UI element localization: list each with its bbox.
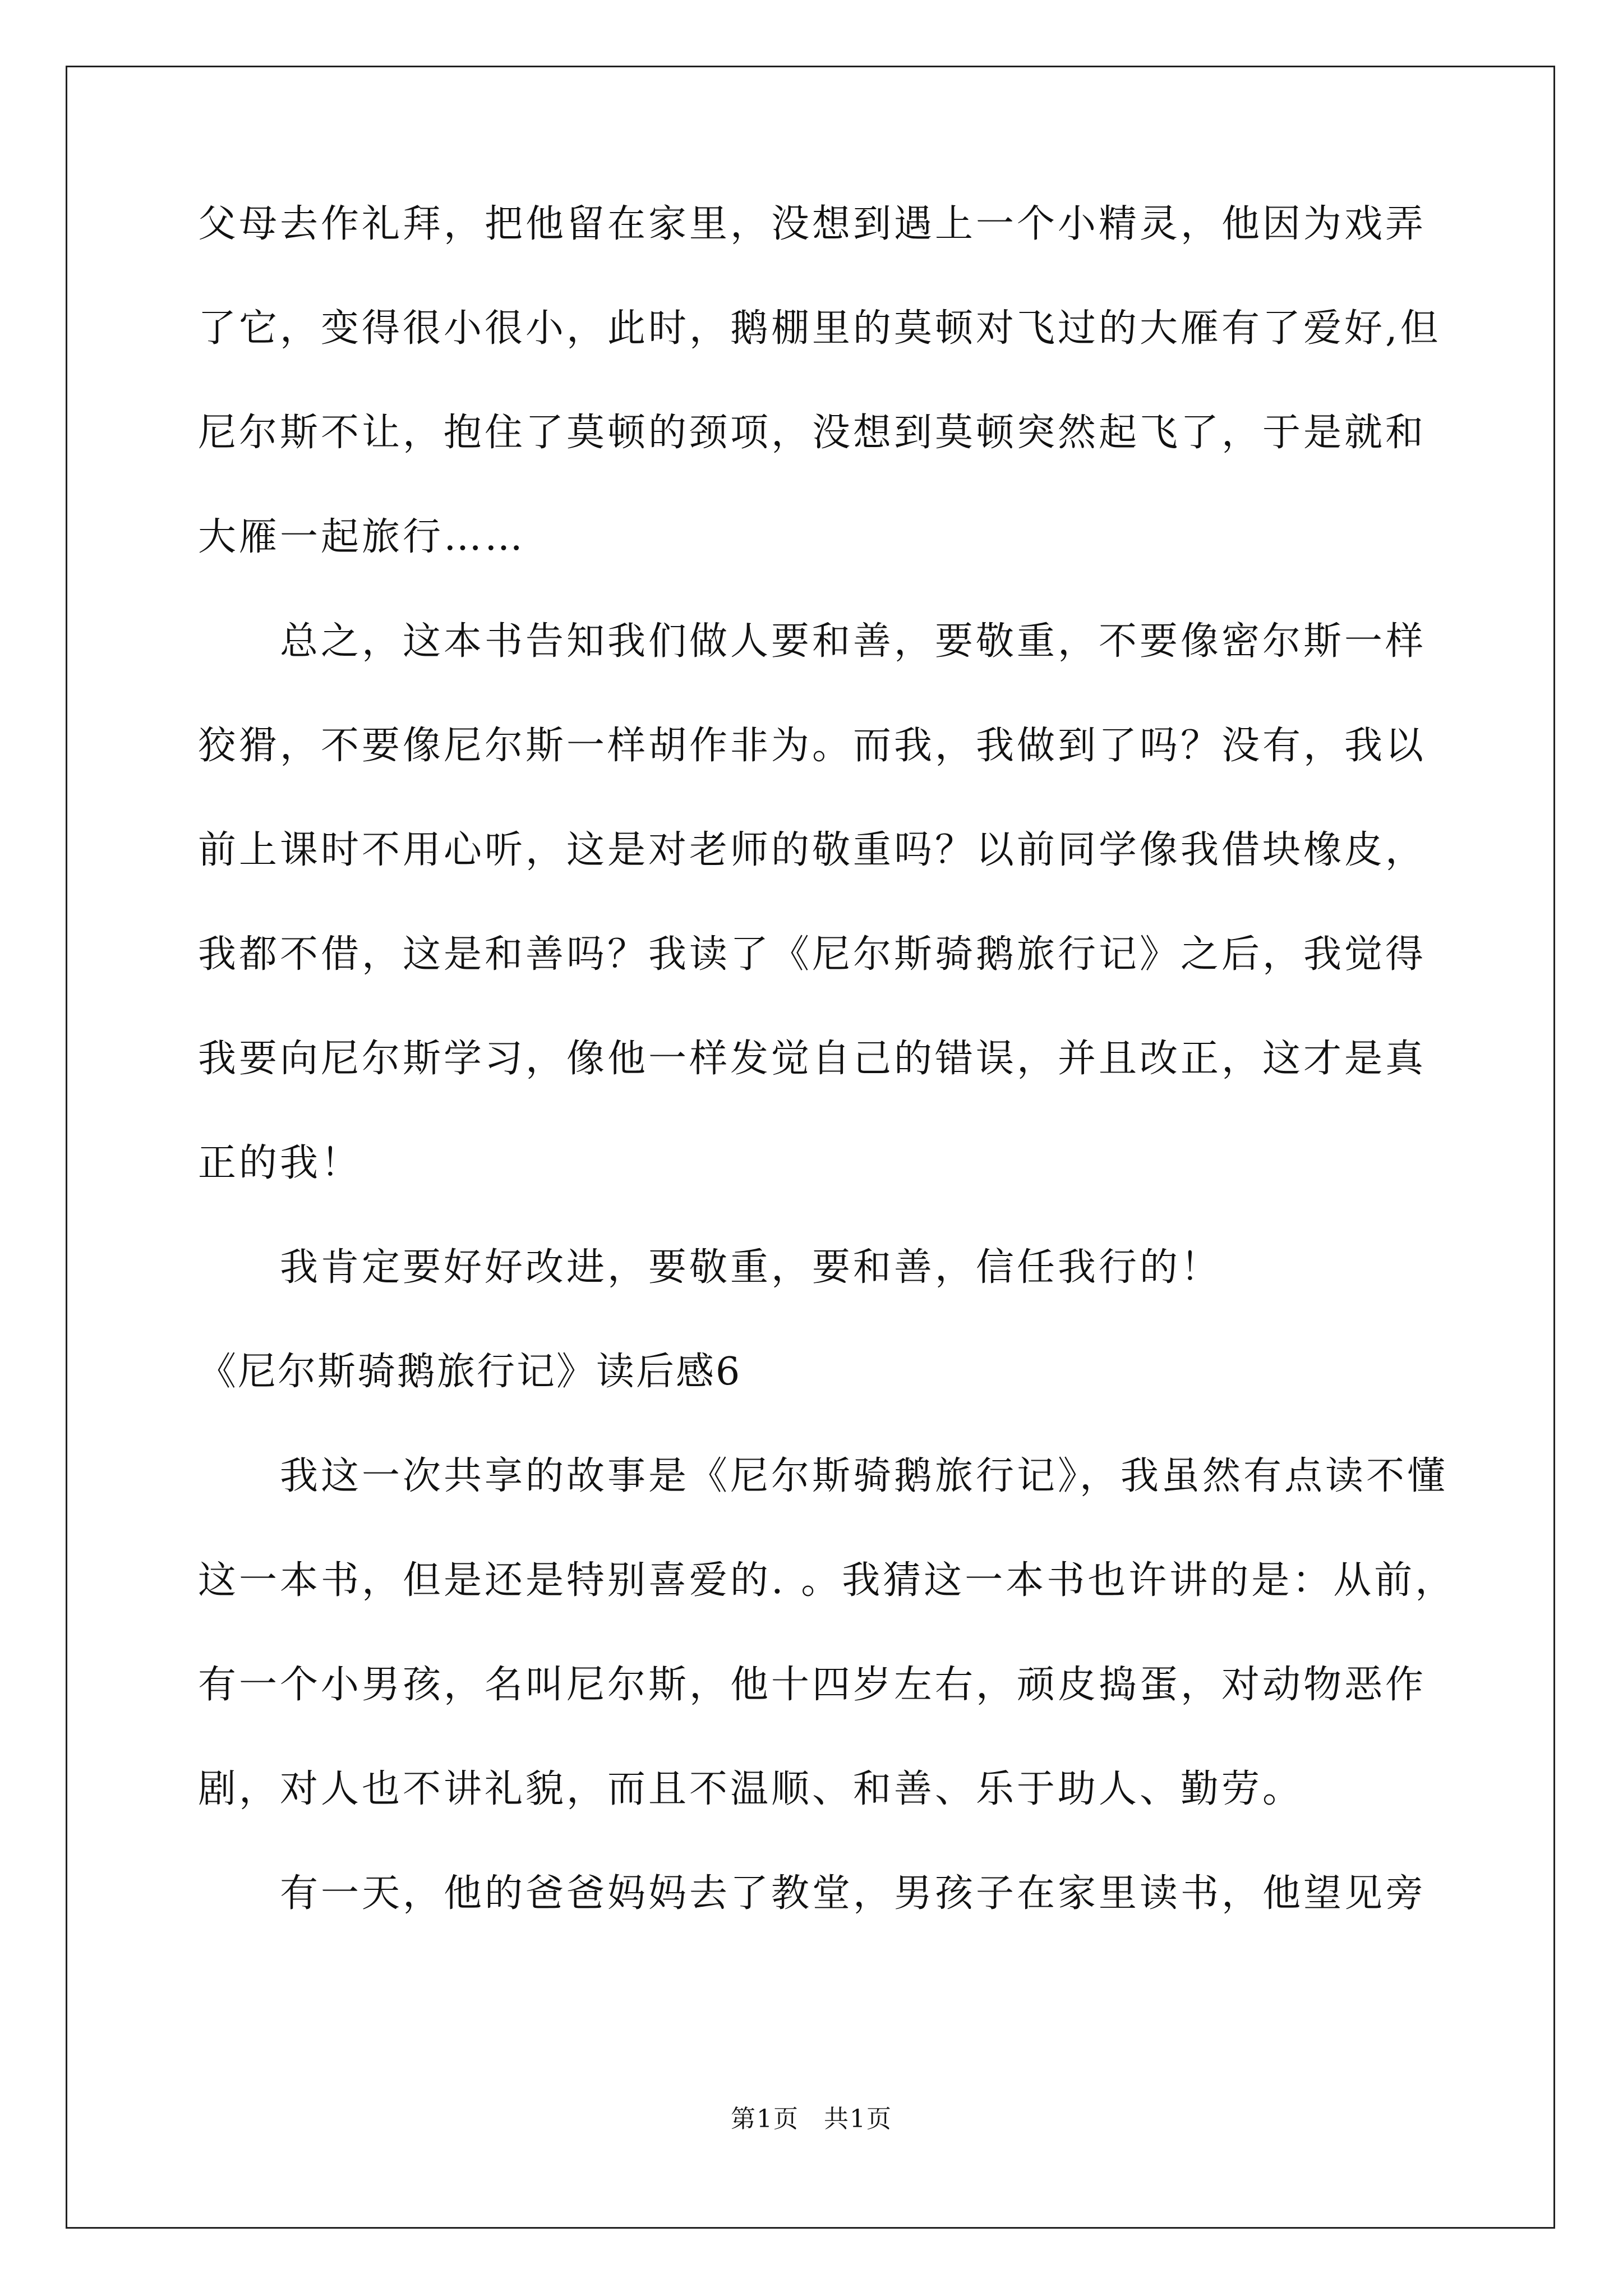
paragraph-line: 我要向尼尔斯学习，像他一样发觉自己的错误，并且改正，这才是真 [198,1037,1427,1081]
paragraph-line: 有一个小男孩，名叫尼尔斯，他十四岁左右，顽皮捣蛋，对动物恶作 [198,1663,1427,1707]
paragraph-line: 我肯定要好好改进，要敬重，要和善，信任我行的！ [280,1245,1222,1290]
paragraph-line: 这一本书，但是还是特别喜爱的. 。我猜这一本书也许讲的是：从前， [198,1558,1456,1603]
paragraph-line: 有一天，他的爸爸妈妈去了教堂，男孩子在家里读书，他望见旁 [280,1871,1427,1916]
section-heading: 《尼尔斯骑鹅旅行记》读后感6 [198,1350,742,1394]
paragraph-line: 父母去作礼拜，把他留在家里，没想到遇上一个小精灵，他因为戏弄 [198,202,1427,246]
paragraph-line: 大雁一起旅行…… [198,515,526,559]
page-number: 第1页 [731,2105,799,2133]
paragraph-line: 前上课时不用心听，这是对老师的敬重吗？以前同学像我借块橡皮， [198,828,1427,872]
paragraph-line: 了它，变得很小很小，此时，鹅棚里的莫顿对飞过的大雁有了爱好,但 [198,306,1441,351]
paragraph-line: 狡猾，不要像尼尔斯一样胡作非为。而我，我做到了吗？没有，我以 [198,724,1427,768]
paragraph-line: 正的我！ [198,1141,362,1185]
paragraph-line: 总之，这本书告知我们做人要和善，要敬重，不要像密尔斯一样 [280,619,1427,664]
paragraph-line: 剧，对人也不讲礼貌，而且不温顺、和善、乐于助人、勤劳。 [198,1767,1304,1811]
paragraph-line: 尼尔斯不让，抱住了莫顿的颈项，没想到莫顿突然起飞了，于是就和 [198,411,1427,455]
page-footer [0,2102,1623,2136]
paragraph-line: 我这一次共享的故事是《尼尔斯骑鹅旅行记》，我虽然有点读不懂 [280,1454,1449,1498]
paragraph-line: 我都不借，这是和善吗？我读了《尼尔斯骑鹅旅行记》之后，我觉得 [198,932,1427,977]
page-total: 共1页 [824,2105,892,2133]
